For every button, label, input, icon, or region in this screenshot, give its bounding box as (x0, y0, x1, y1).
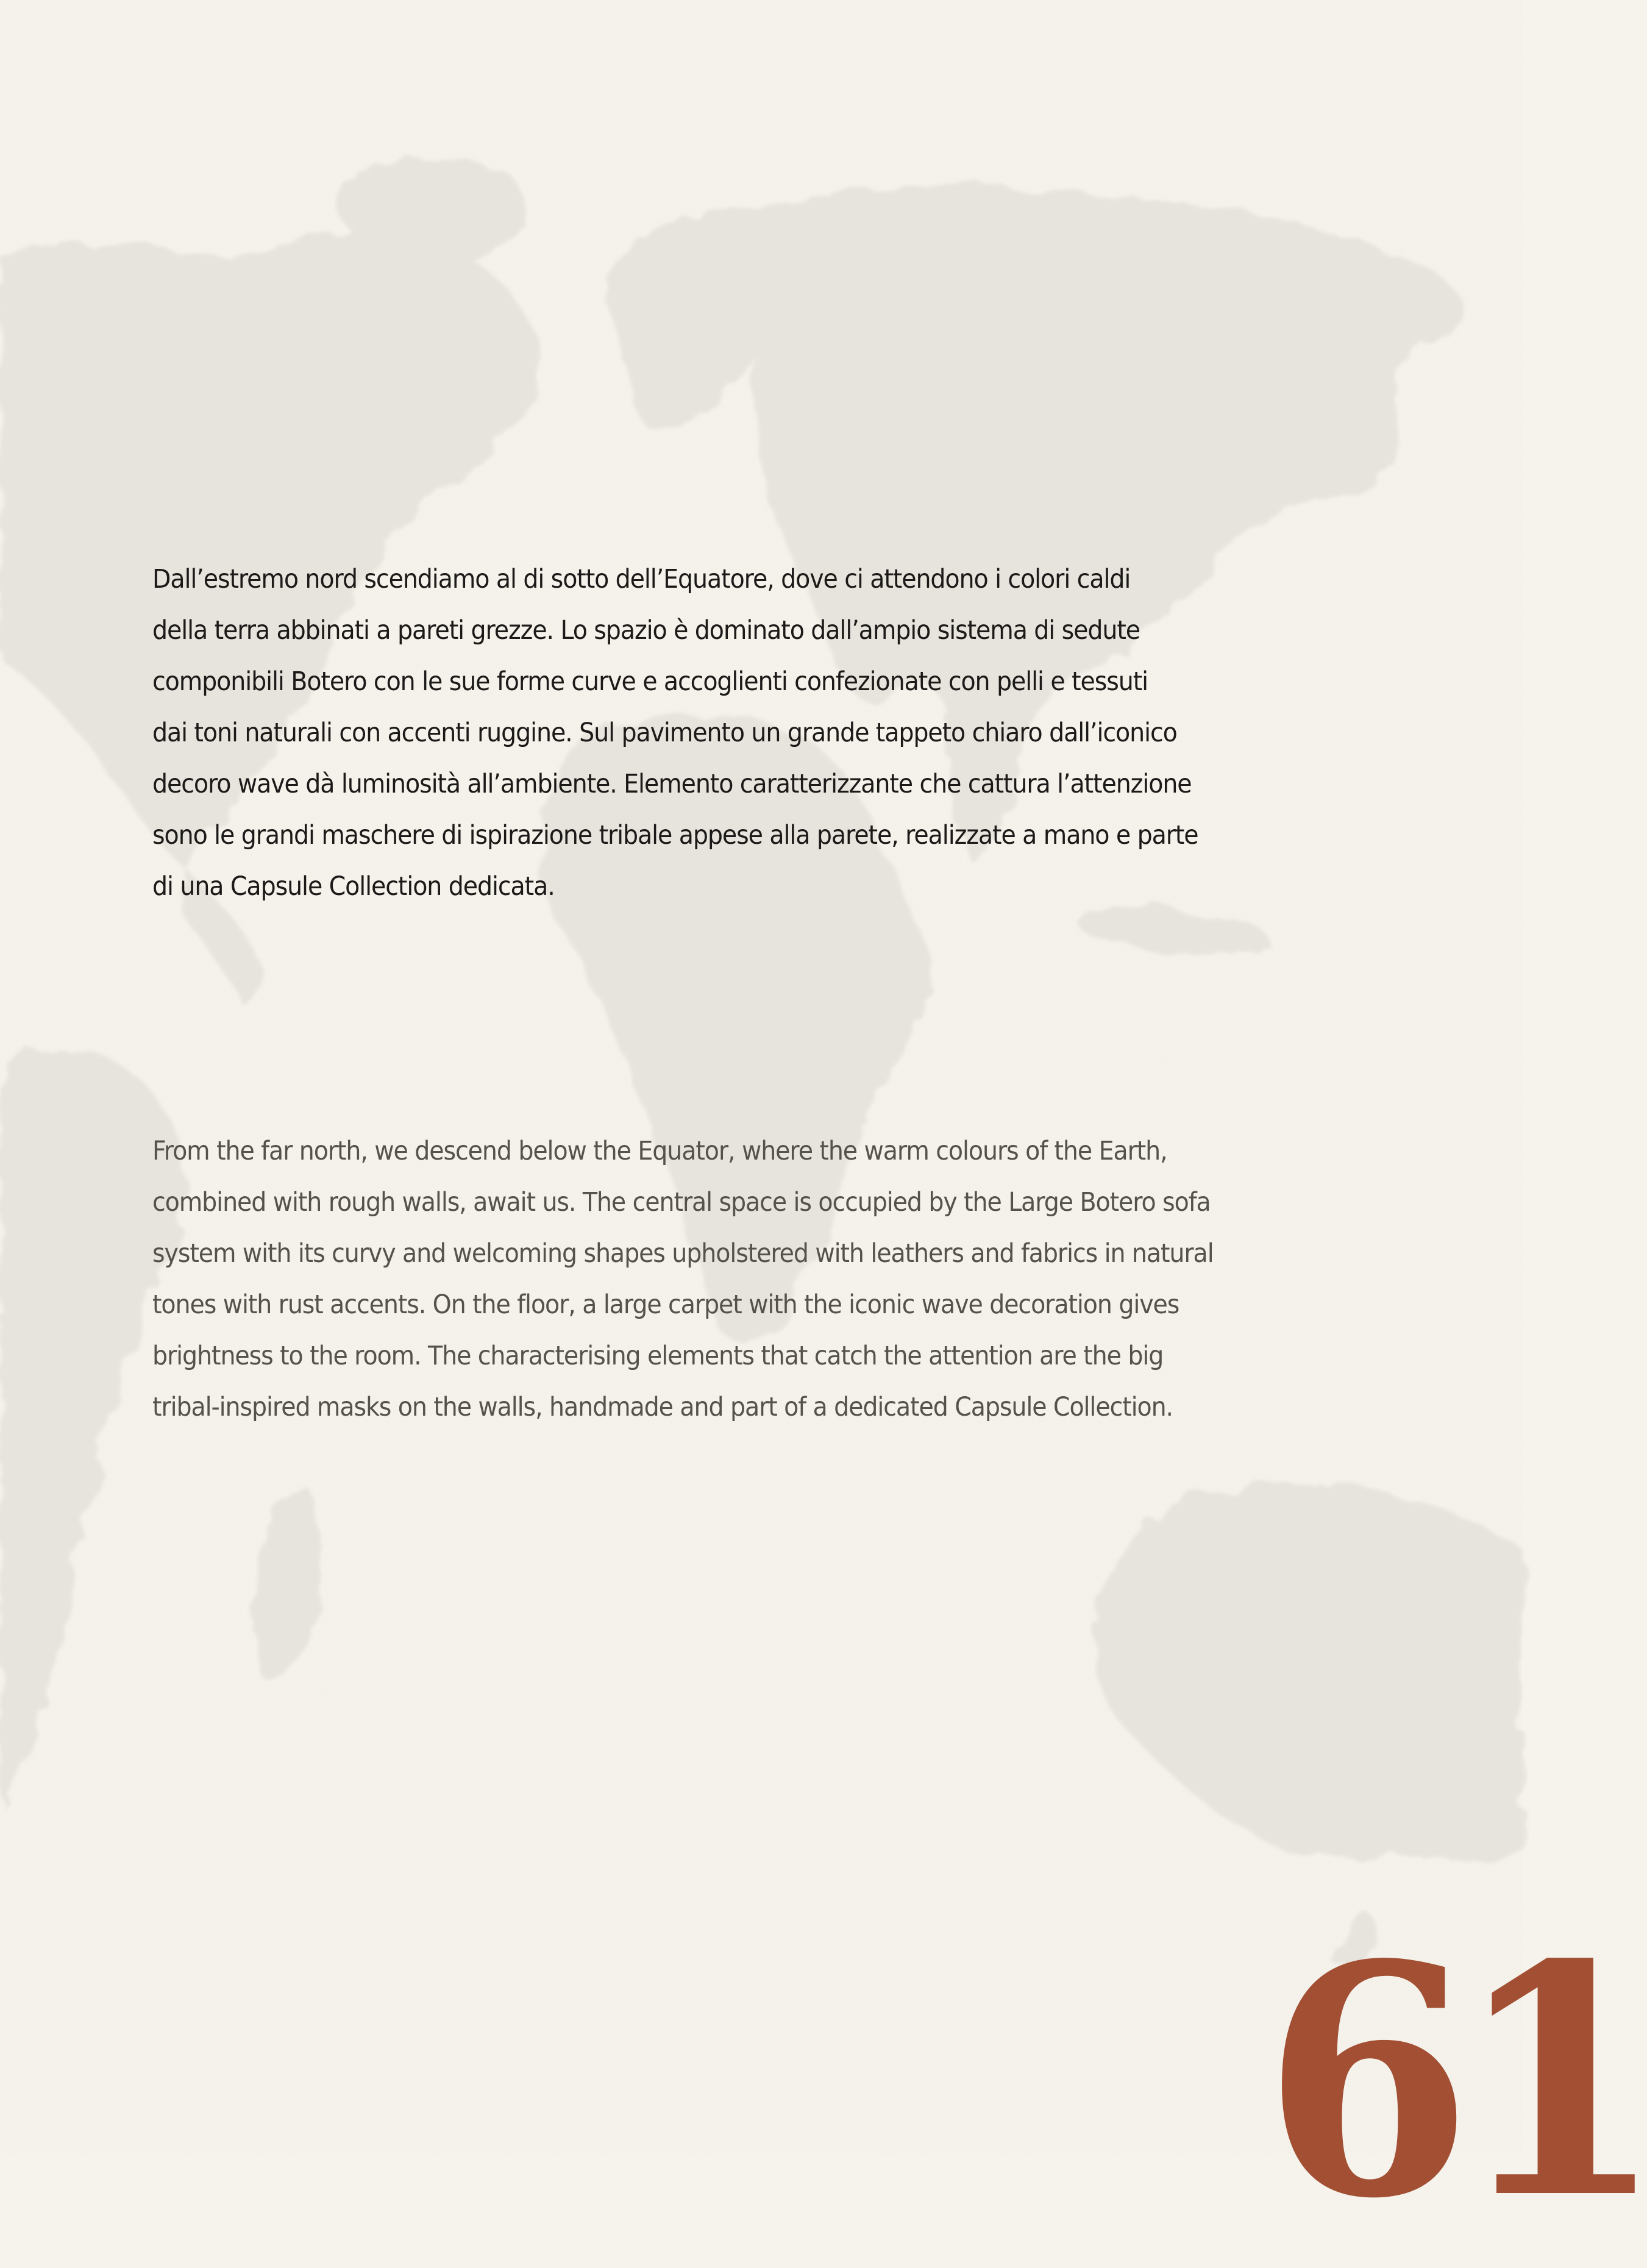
italian-description: Dall’estremo nord scendiamo al di sotto dell’Equatore, dove ci attendono i colori caldi della terra abbinati a pareti grezze. Lo spazio è dominato dall’ampio sistema di sedute componibili Botero con le sue forme curve e accoglienti confezionate con pelli e tessuti dai toni naturali con accenti ruggine. Sul pavimento un grande tappeto chiaro dall’iconico decoro wave dà luminosità all’ambiente. Elemento caratterizzante che cattura l’attenzione sono le grandi maschere di ispirazione tribale appese alla parete, realizzate a mano e parte di una Capsule Collection dedicata. (152, 564, 1198, 902)
page-number: 61 (1263, 1895, 1647, 2268)
english-description: From the far north, we descend below the Equator, where the warm colours of the Earth, combined with rough walls, await us. The central space is occupied by the Large Botero sofa system with its curvy and welcoming shapes upholstered with leathers and fabrics in natural tones with rust accents. On the floor, a large carpet with the iconic wave decoration gives brightness to the room. The characterising elements that catch the attention are the big tribal-inspired masks on the walls, handmade and part of a dedicated Capsule Collection. (152, 1136, 1214, 1422)
